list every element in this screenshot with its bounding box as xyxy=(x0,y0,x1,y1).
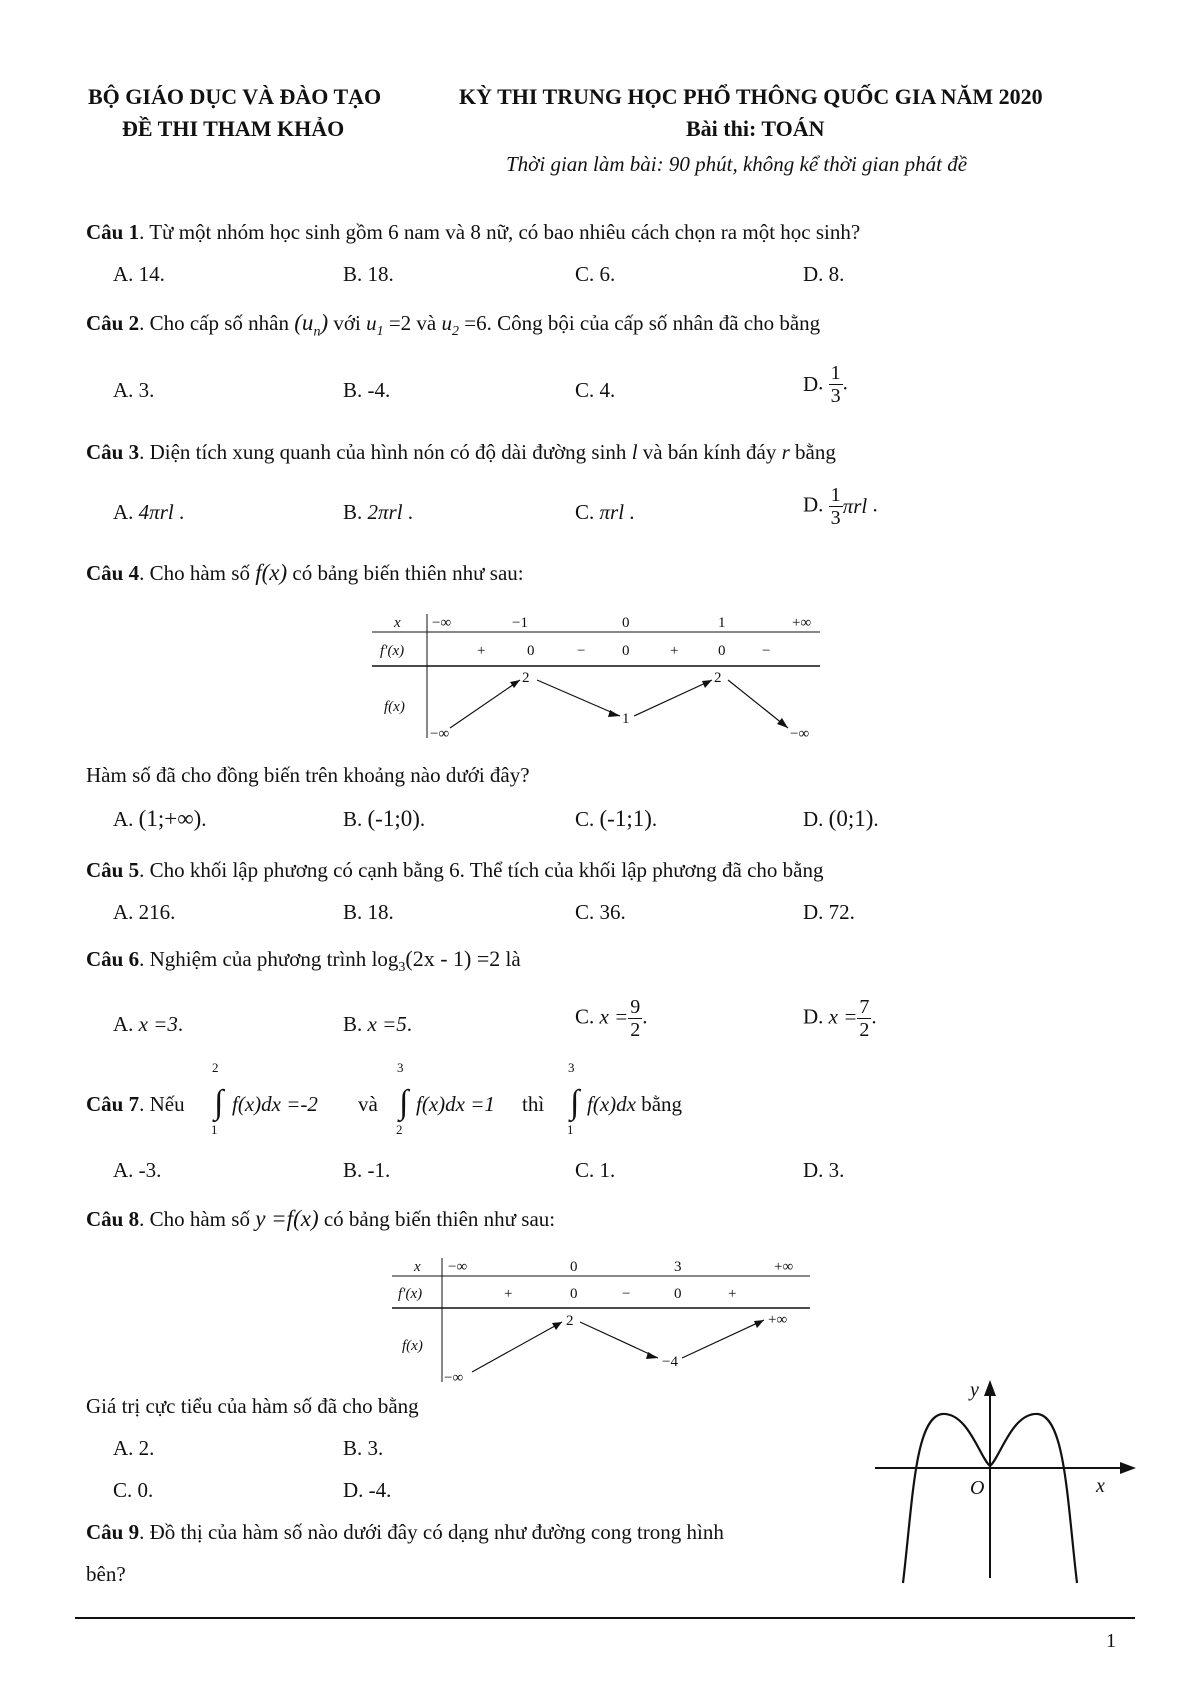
question-7: Câu 7. Nếu xyxy=(86,1092,185,1116)
connector-then: thì xyxy=(522,1092,545,1116)
ministry-name: BỘ GIÁO DỤC VÀ ĐÀO TẠO xyxy=(88,84,382,109)
q1-option-b: B. 18. xyxy=(343,262,394,286)
vt-xval: 0 xyxy=(622,615,630,631)
vt-fprime-label: f′(x) xyxy=(398,1286,423,1302)
question-text: . Công bội của cấp số nhân đã cho bằng xyxy=(486,311,821,335)
vt-sign: + xyxy=(670,643,679,659)
q4-option-d: D. (0;1). xyxy=(803,806,879,831)
vt-xval: −∞ xyxy=(432,615,452,631)
vt-fval: 2 xyxy=(714,670,722,686)
vt-f-label: f(x) xyxy=(402,1338,423,1354)
integral-sign: ∫ xyxy=(399,1084,409,1121)
vt-sign: 0 xyxy=(674,1286,682,1302)
vt-xval: 0 xyxy=(570,1259,578,1275)
q2-option-d: D. $\frac{1}{3}$ . xyxy=(803,362,848,407)
option-value: 6. xyxy=(599,262,616,286)
q1-option-c: C. 6. xyxy=(575,262,616,286)
option-letter: B xyxy=(343,262,358,286)
integral-lower: 2 xyxy=(396,1122,403,1137)
q3-option-b: B. 2πrl . xyxy=(343,500,414,524)
q1-option-a: A. 14. xyxy=(113,262,165,286)
y-axis-arrow-icon xyxy=(984,1380,996,1396)
vt-f-label: f(x) xyxy=(384,699,405,715)
exam-subject: Bài thi: TOÁN xyxy=(686,116,825,141)
q1-option-d: D. 8. xyxy=(803,262,845,286)
vt-fval: −∞ xyxy=(444,1370,464,1384)
connector-and: và xyxy=(358,1092,378,1116)
vt-sign: + xyxy=(477,643,486,659)
q2-option-c: C. 4. xyxy=(575,378,616,402)
option-letter: D xyxy=(803,262,819,286)
exam-title: KỲ THI TRUNG HỌC PHỔ THÔNG QUỐC GIA NĂM 2020 xyxy=(459,84,1043,109)
vt-xval: −∞ xyxy=(448,1259,468,1275)
integral-sign: ∫ xyxy=(570,1084,580,1121)
integral-1-body: f(x)dx =-2 xyxy=(232,1092,318,1116)
exam-type: ĐỀ THI THAM KHẢO xyxy=(122,116,345,141)
question-1 xyxy=(86,220,860,245)
origin-label: O xyxy=(970,1477,985,1499)
function-graph xyxy=(870,1378,1140,1588)
question-4: Câu 4. Cho hàm số f(x) có bảng biến thiên như sau: xyxy=(86,560,524,585)
x-axis-arrow-icon xyxy=(1120,1462,1136,1474)
question-9: Câu 9. Đồ thị của hàm số nào dưới đây có dạng như đường cong trong hình xyxy=(86,1520,724,1544)
question-label: Câu 4 xyxy=(86,561,140,585)
integral-3-body: f(x)dx bằng xyxy=(587,1092,683,1116)
option-value: 14. xyxy=(138,262,165,286)
integral-upper: 2 xyxy=(212,1060,219,1075)
u2-expr: $u_2 =6$ xyxy=(441,311,487,340)
vt-fval: 2 xyxy=(566,1313,574,1329)
question-label: Câu 5 xyxy=(86,858,140,882)
question-3: Câu 3. Diện tích xung quanh của hình nón có độ dài đường sinh l và bán kính đáy r bằng xyxy=(86,440,836,464)
q5-option-c: C. 36. xyxy=(575,900,626,924)
vt-fval: −∞ xyxy=(430,726,450,740)
x-axis-label: x xyxy=(1096,1475,1105,1497)
log-equation: $\log_3(2x - 1) =2$ xyxy=(371,946,501,976)
vt-sign: + xyxy=(728,1286,737,1302)
option-value: 8. xyxy=(828,262,845,286)
sequence-symbol: $(u_n)$ xyxy=(294,310,329,340)
vt-fprime-label: f′(x) xyxy=(380,643,405,659)
question-6: Câu 6. Nghiệm của phương trình $\log_3(2x - 1) =2$ là xyxy=(86,946,521,976)
q7-option-d: D. 3. xyxy=(803,1158,845,1182)
q5-option-d: D. 72. xyxy=(803,900,855,924)
q5-option-a: A. 216. xyxy=(113,900,176,924)
option-value: 18. xyxy=(367,262,394,286)
q4-question: Hàm số đã cho đồng biến trên khoảng nào dưới đây? xyxy=(86,763,530,787)
vt-sign: 0 xyxy=(622,643,630,659)
q7-option-c: C. 1. xyxy=(575,1158,616,1182)
q6-option-a: A. x =3. xyxy=(113,1012,184,1036)
question-label: Câu 9 xyxy=(86,1520,140,1544)
q6-option-b: B. x =5. xyxy=(343,1012,413,1036)
question-text: và xyxy=(411,311,442,335)
variation-table-1 xyxy=(372,610,822,740)
vt-fval: +∞ xyxy=(768,1312,788,1328)
vt-xval: −1 xyxy=(512,615,528,631)
q6-option-c: C. x = $\frac{9}{2}$ . xyxy=(575,996,648,1041)
q6-option-d: D. x = $\frac{7}{2}$ . xyxy=(803,996,877,1041)
question-label: Câu 1 xyxy=(86,220,140,244)
vt-sign: 0 xyxy=(527,643,535,659)
vt-x-label: x xyxy=(414,1259,421,1275)
exam-duration: Thời gian làm bài: 90 phút, không kể thời gian phát đề xyxy=(506,152,968,176)
question-text: với xyxy=(328,311,367,335)
q3-option-d: D. $\frac{1}{3}$ πrl . xyxy=(803,484,878,529)
integral-2-body: f(x)dx =1 xyxy=(416,1092,495,1116)
vt-fval: 1 xyxy=(622,711,630,727)
option-letter: C xyxy=(575,262,590,286)
q7-option-b: B. -1. xyxy=(343,1158,391,1182)
q8-question: Giá trị cực tiểu của hàm số đã cho bằng xyxy=(86,1394,419,1418)
question-text: . Cho cấp số nhân xyxy=(139,311,290,335)
q3-option-c: C. πrl . xyxy=(575,500,635,524)
vt-fval: −4 xyxy=(662,1354,678,1370)
q7-option-a: A. -3. xyxy=(113,1158,162,1182)
question-2 xyxy=(86,310,820,341)
integral-lower: 1 xyxy=(211,1122,218,1137)
q8-option-c: C. 0. xyxy=(113,1478,154,1502)
vt-sign: 0 xyxy=(570,1286,578,1302)
vt-xval: 3 xyxy=(674,1259,682,1275)
question-9-cont: bên? xyxy=(86,1562,126,1586)
q2-option-b: B. -4. xyxy=(343,378,391,402)
vt-sign: 0 xyxy=(718,643,726,659)
q4-option-c: C. (-1;1). xyxy=(575,806,658,831)
vt-xval: 1 xyxy=(718,615,726,631)
q8-option-d: D. -4. xyxy=(343,1478,392,1502)
question-label: Câu 7 xyxy=(86,1092,140,1116)
fraction: $\frac{1}{3}$ xyxy=(830,362,841,407)
y-axis-label: y xyxy=(970,1379,979,1401)
vt-fval: 2 xyxy=(522,670,530,686)
q8-option-a: A. 2. xyxy=(113,1436,155,1460)
q2-option-a: A. 3. xyxy=(113,378,155,402)
question-text: . Từ một nhóm học sinh gồm 6 nam và 8 nữ, có bao nhiêu cách chọn ra một học sinh? xyxy=(139,220,861,244)
u1-expr: $u_1 =2$ xyxy=(366,311,412,340)
vt-fval: −∞ xyxy=(790,726,810,740)
question-label: Câu 3 xyxy=(86,440,140,464)
question-label: Câu 2 xyxy=(86,311,140,335)
vt-sign: − xyxy=(622,1286,631,1302)
q4-option-a: A. (1;+∞). xyxy=(113,806,207,831)
vt-sign: − xyxy=(762,643,771,659)
vt-sign: − xyxy=(577,643,586,659)
integral-upper: 3 xyxy=(568,1060,575,1075)
vt-xval: +∞ xyxy=(774,1259,794,1275)
integral-lower: 1 xyxy=(567,1122,574,1137)
q4-option-b: B. (-1;0). xyxy=(343,806,426,831)
question-label: Câu 6 xyxy=(86,947,140,971)
vt-x-label: x xyxy=(394,615,401,631)
q8-option-b: B. 3. xyxy=(343,1436,384,1460)
option-letter: A xyxy=(113,262,129,286)
footer-divider xyxy=(75,1617,1135,1619)
question-label: Câu 8 xyxy=(86,1207,140,1231)
page-number: 1 xyxy=(1106,1630,1116,1652)
question-8: Câu 8. Cho hàm số y =f(x) có bảng biến thiên như sau: xyxy=(86,1206,556,1231)
integral-upper: 3 xyxy=(397,1060,404,1075)
vt-sign: + xyxy=(504,1286,513,1302)
q5-option-b: B. 18. xyxy=(343,900,394,924)
integral-sign: ∫ xyxy=(214,1084,224,1121)
vt-xval: +∞ xyxy=(792,615,812,631)
variation-table-2 xyxy=(392,1254,812,1384)
question-5: Câu 5. Cho khối lập phương có cạnh bằng 6. Thể tích của khối lập phương đã cho bằng xyxy=(86,858,824,882)
q3-option-a: A. 4πrl . xyxy=(113,500,185,524)
